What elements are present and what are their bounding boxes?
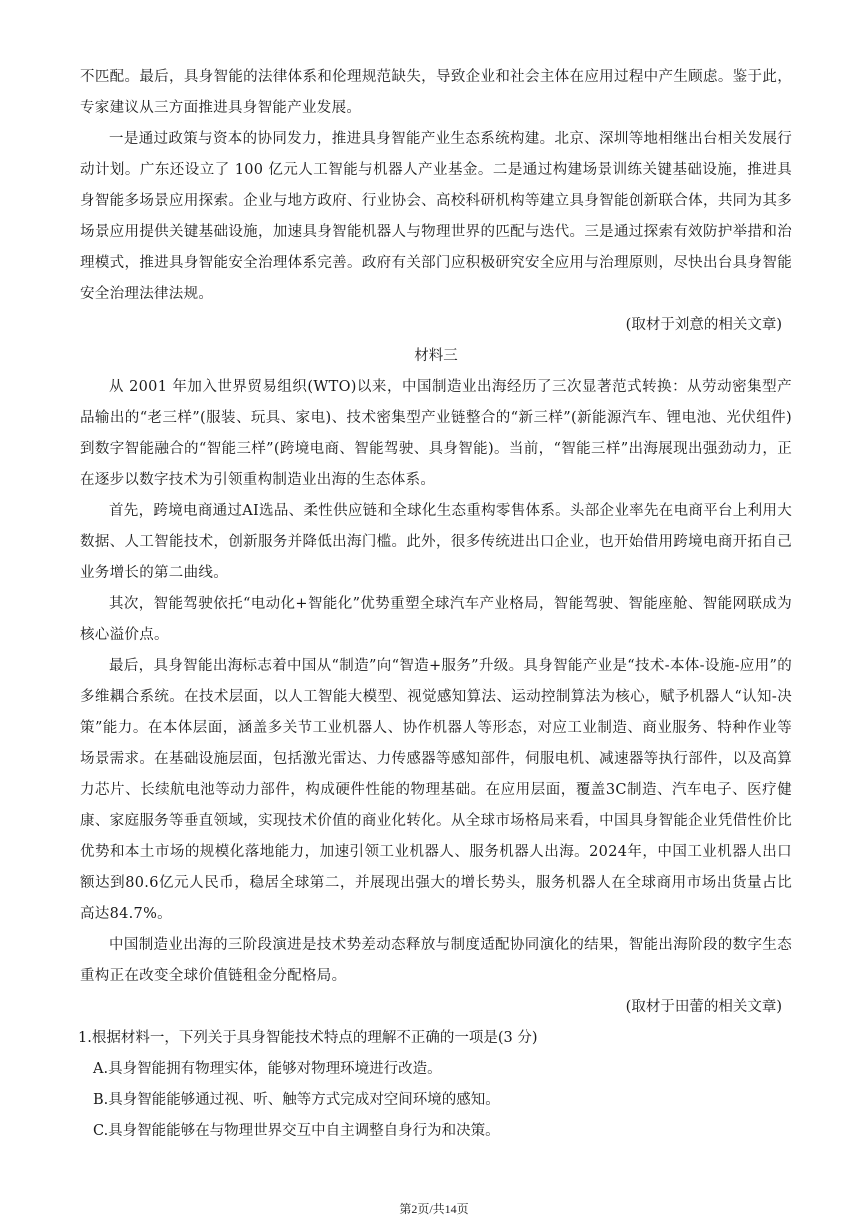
answer-option-a: A.具身智能拥有物理实体，能够对物理环境进行改造。: [93, 1061, 442, 1077]
material-heading: 材料三: [414, 348, 458, 364]
source-citation: (取材于田蕾的相关文章): [625, 999, 782, 1015]
answer-option-b: B.具身智能能够通过视、听、触等方式完成对空间环境的感知。: [93, 1092, 500, 1108]
paragraph: 不匹配。最后，具身智能的法律体系和伦理规范缺失，导致企业和社会主体在应用过程中产生顾虑。鉴于此，专家建议从三方面推进具身智能产业发展。: [80, 69, 792, 116]
document-page: [80, 62, 792, 1147]
source-citation: (取材于刘意的相关文章): [625, 317, 782, 333]
paragraph: 最后，具身智能出海标志着中国从“制造”向“智造+服务”升级。具身智能产业是“技术-本体-设施-应用”的多维耦合系统。在技术层面，以人工智能大模型、视觉感知算法、运动控制算法为核心，赋予机器人“认知-决策”能力。在本体层面，涵盖多关节工业机器人、协作机器人等形态，对应工业制造、商业服务、特种作业等场景需求。在基础设施层面，包括激光雷达、力传感器等感知部件，伺服电机、减速器等执行部件，以及高算力芯片、长续航电池等动力部件，构成硬件性能的物理基础。在应用层面，覆盖3C制造、汽车电子、医疗健康、家庭服务等垂直领域，实现技术价值的商业化转化。从全球市场格局来看，中国具身智能企业凭借性价比优势和本土市场的规模化落地能力，加速引领工业机器人、服务机器人出海。2024年，中国工业机器人出口额达到80.6亿元人民币，稳居全球第二，并展现出强大的增长势头，服务机器人在全球商用市场出货量占比高达84.7%。: [80, 658, 792, 922]
paragraph: 从 2001 年加入世界贸易组织(WTO)以来，中国制造业出海经历了三次显著范式转换：从劳动密集型产品输出的“老三样”(服装、玩具、家电)、技术密集型产业链整合的“新三样”(新能源汽车、锂电池、光伏组件)到数字智能融合的“智能三样”(跨境电商、智能驾驶、具身智能)。当前，“智能三样”出海展现出强劲动力，正在逐步以数字技术为引领重构制造业出海的生态体系。: [80, 379, 792, 488]
paragraph: 中国制造业出海的三阶段演进是技术势差动态释放与制度适配协同演化的结果，智能出海阶段的数字生态重构正在改变全球价值链租金分配格局。: [80, 937, 792, 984]
answer-option-c: C.具身智能能够在与物理世界交互中自主调整自身行为和决策。: [93, 1123, 500, 1139]
page-footer: 第2页/共14页: [399, 1202, 469, 1216]
paragraph: 其次，智能驾驶依托“电动化+智能化”优势重塑全球汽车产业格局，智能驾驶、智能座舱、智能网联成为核心溢价点。: [80, 596, 792, 643]
paragraph: 首先，跨境电商通过AI选品、柔性供应链和全球化生态重构零售体系。头部企业率先在电商平台上利用大数据、人工智能技术，创新服务并降低出海门槛。此外，很多传统进出口企业，也开始借用跨境电商开拓自己业务增长的第二曲线。: [80, 503, 792, 581]
paragraph: 一是通过政策与资本的协同发力，推进具身智能产业生态系统构建。北京、深圳等地相继出台相关发展行动计划。广东还设立了 100 亿元人工智能与机器人产业基金。二是通过构建场景训练关键基础设施，推进具身智能多场景应用探索。企业与地方政府、行业协会、高校科研机构等建立具身智能创新联合体，共同为其多场景应用提供关键基础设施，加速具身智能机器人与物理世界的匹配与迭代。三是通过探索有效防护举措和治理模式，推进具身智能安全治理体系完善。政府有关部门应积极研究安全应用与治理原则，尽快出台具身智能安全治理法律法规。: [80, 131, 792, 302]
question-stem: 1.根据材料一，下列关于具身智能技术特点的理解不正确的一项是(3 分): [78, 1030, 538, 1046]
